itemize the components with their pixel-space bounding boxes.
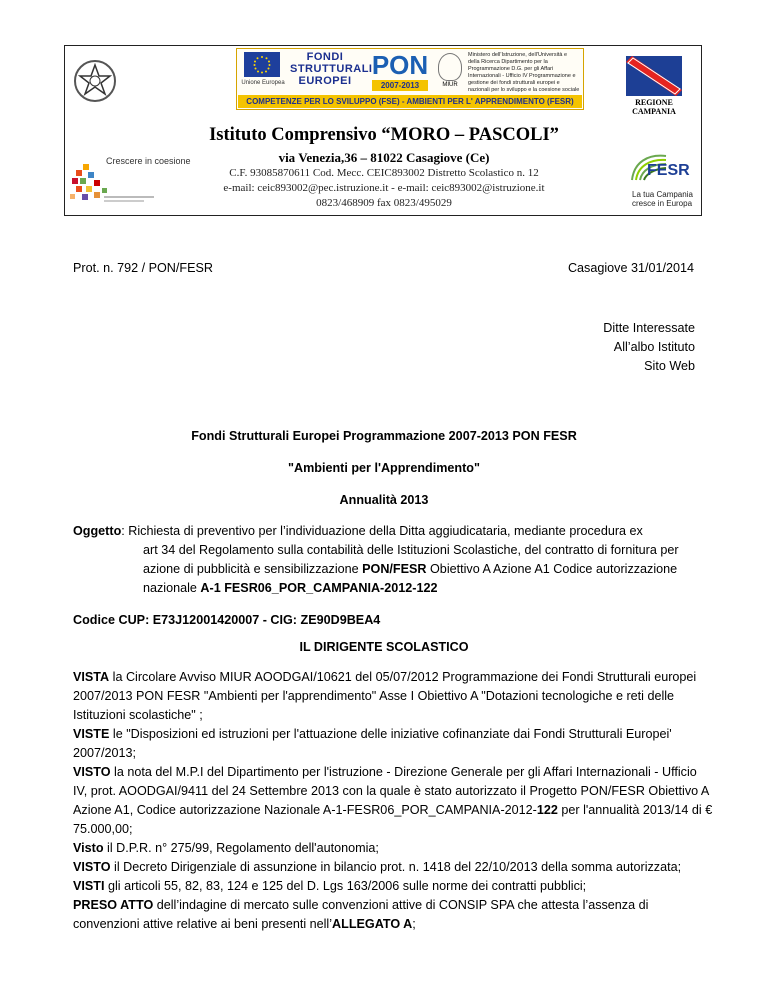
- fesr-wordmark: FESR: [647, 162, 690, 179]
- oggetto-text: nazionale: [143, 581, 201, 595]
- regione-caption: REGIONE CAMPANIA: [632, 98, 676, 116]
- premise-text: le "Disposizioni ed istruzioni per l'attuazione delle iniziative cofinanziate dai Fondi Strutturali Europei' 2007/2013;: [73, 727, 672, 760]
- premise-text: il Decreto Dirigenziale di assunzione in bilancio prot. n. 1418 del 22/10/2013 della somma autorizzata;: [110, 860, 682, 874]
- oggetto-text: Obiettivo A Azione A1 Codice autorizzazione: [426, 562, 678, 576]
- fondi-line: EUROPEI: [298, 75, 352, 87]
- premise-text: gli articoli 55, 82, 83, 124 e 125 del D. Lgs 163/2006 sulle norme dei contratti pubblici;: [104, 879, 587, 893]
- recipient: Ditte Interessate: [603, 321, 695, 335]
- crescere-caption: Crescere in coesione: [106, 156, 191, 166]
- miur-caption: MIUR: [442, 82, 458, 88]
- premise-keyword: VISTO: [73, 860, 111, 874]
- premises: [73, 668, 713, 934]
- eu-caption: Unione Europea: [241, 80, 285, 86]
- premise-keyword: PRESO ATTO: [73, 898, 154, 912]
- codice-cup: Codice CUP: E73J12001420007 - CIG: ZE90D9BEA4: [73, 613, 381, 627]
- premise-paragraph: [73, 896, 713, 934]
- pon-strip: COMPETENZE PER LO SVILUPPO (FSE) - AMBIENTI PER L' APPRENDIMENTO (FESR): [238, 95, 582, 108]
- fesr-caption: La tua Campania cresce in Europa: [632, 190, 693, 208]
- premise-paragraph: [73, 839, 713, 858]
- eu-flag-icon: [244, 52, 280, 77]
- project-title: "Ambienti per l'Apprendimento": [288, 461, 480, 475]
- premise-paragraph: [73, 668, 713, 725]
- institute-codes: C.F. 93085870611 Cod. Mecc. CEIC893002 Distretto Scolastico n. 12: [229, 167, 539, 179]
- document-date: Casagiove 31/01/2014: [567, 261, 694, 275]
- program-title: Fondi Strutturali Europei Programmazione 2007-2013 PON FESR: [191, 429, 577, 443]
- dirigente-heading: IL DIRIGENTE SCOLASTICO: [299, 640, 469, 654]
- oggetto-bold: PON/FESR: [362, 562, 427, 576]
- miur-text: Ministero dell'Istruzione, dell'Università e della Ricerca Dipartimento per la Programmazione D.G. per gli Affari Internazionali - Ufficio IV Programmazione e gestione dei fondi strutturali europei e nazionali per lo sviluppo e la coesione sociale: [468, 52, 580, 93]
- premise-bold: 122: [536, 803, 558, 817]
- institute-emails: e-mail: ceic893002@pec.istruzione.it - e-mail: ceic893002@istruzione.it: [223, 182, 545, 194]
- premise-keyword: VISTO: [73, 765, 111, 779]
- fondi-logo: [290, 51, 373, 87]
- recipient: All’albo Istituto: [613, 340, 695, 354]
- oggetto-text: azione di pubblicità e sensibilizzazione: [143, 562, 363, 576]
- oggetto-code: A-1 FESR06_POR_CAMPANIA-2012-122: [200, 581, 438, 595]
- premise-paragraph: [73, 858, 713, 877]
- regione-campania-logo-icon: [626, 56, 682, 96]
- oggetto-label: Oggetto: [73, 524, 122, 538]
- premise-keyword: Visto: [73, 841, 104, 855]
- recipient: Sito Web: [644, 359, 695, 373]
- premise-keyword: VISTA: [73, 670, 110, 684]
- premise-paragraph: [73, 877, 713, 896]
- premise-text: il D.P.R. n° 275/99, Regolamento dell'autonomia;: [103, 841, 379, 855]
- institute-name: Istituto Comprensivo “MORO – PASCOLI”: [209, 125, 559, 145]
- italian-emblem-icon: [70, 55, 120, 105]
- premise-text: la nota del M.P.I del Dipartimento per l'istruzione - Direzione Generale per gli Affari Internazionali - Ufficio IV, prot. AOODGAI/9411 del 24 Settembre 2013 con la quale è stato autorizzato il Progetto PON/FESR Obiettivo A Azione A1, Codice autorizzazione Nazionale A-1-FESR06_POR_CAMPANIA-2012-: [73, 765, 709, 817]
- premise-keyword: VISTE: [73, 727, 110, 741]
- oggetto-line-4: [143, 579, 713, 598]
- premise-text: dell’indagine di mercato sulle convenzioni attive di CONSIP SPA che attesta l’assenza di convenzioni attive relative ai beni presenti nell’: [73, 898, 649, 931]
- fondi-line: STRUTTURALI: [290, 63, 373, 75]
- protocol-number: Prot. n. 792 / PON/FESR: [73, 261, 213, 275]
- premise-paragraph: [73, 725, 713, 763]
- miur-emblem-icon: [438, 53, 462, 81]
- annualita-title: Annualità 2013: [339, 493, 429, 507]
- oggetto-line-2: art 34 del Regolamento sulla contabilità delle Istituzioni Scolastiche, del contratto di fornitura per: [143, 543, 679, 557]
- premise-text: la Circolare Avviso MIUR AOODGAI/10621 del 05/07/2012 Programmazione dei Fondi Strutturali europei 2007/2013 PON FESR "Ambienti per l'apprendimento" Asse I Obiettivo A "Dotazioni tecnologiche e reti delle Istituzioni scolastiche" ;: [73, 670, 697, 722]
- oggetto-text: : Richiesta di preventivo per l’individuazione della Ditta aggiudicataria, mediante procedura ex: [121, 524, 643, 538]
- fondi-line: FONDI: [306, 51, 344, 63]
- institute-address: via Venezia,36 – 81022 Casagiove (Ce): [278, 150, 490, 165]
- oggetto-line-1: [73, 522, 713, 541]
- premise-bold: ALLEGATO A: [332, 917, 413, 931]
- pon-logo: PON: [371, 50, 429, 80]
- premise-text: per l'annualità 2013/14 di € 75.000,00;: [73, 803, 713, 836]
- premise-text: ;: [412, 917, 416, 931]
- pon-years: 2007-2013: [372, 80, 428, 91]
- oggetto-line-3: [143, 560, 713, 579]
- premise-keyword: VISTI: [73, 879, 105, 893]
- premise-paragraph: [73, 763, 713, 839]
- institute-phone: 0823/468909 fax 0823/495029: [316, 197, 452, 209]
